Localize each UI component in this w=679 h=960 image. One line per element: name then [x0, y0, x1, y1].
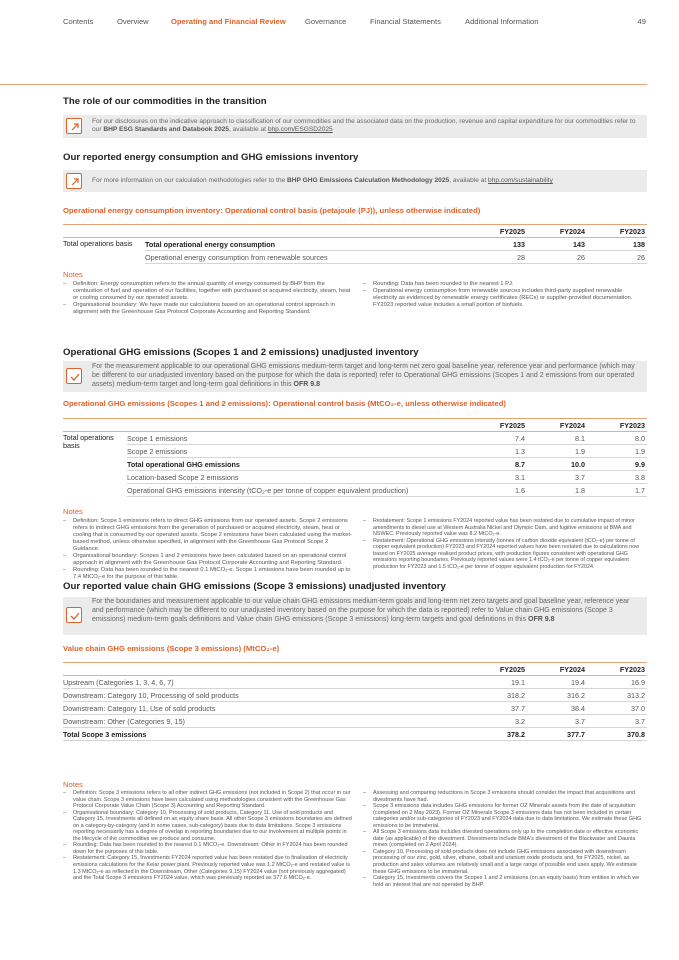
cell: 38.4	[527, 702, 587, 715]
table-row	[63, 471, 647, 484]
cell: 8.1	[527, 432, 587, 445]
notes-heading: Notes	[63, 780, 83, 789]
notes-left	[63, 518, 353, 581]
value-chain-ghg-table	[63, 662, 647, 741]
col-header: FY2023	[587, 225, 647, 238]
note-item: – Category 15, Investments covers the Scopes 1 and 2 emissions (on an equity basis) from entities in which we hold an interest that are not operated by BHP.	[363, 875, 647, 888]
note-item: – Definition: Energy consumption refers to the annual quantity of energy consumed by BHP from the combustion of fuel and operation of our facilities, together with purchased or acquired electricity, steam, heat or cooling consumed by our operated assets.	[63, 281, 353, 302]
row-label: Operational energy consumption from renewable sources	[145, 251, 467, 264]
checklist-icon[interactable]	[66, 607, 82, 623]
note-item: – Rounding: Data has been rounded to the nearest 0.1 MtCO₂-e. Scope 1 emissions have been rounded up to 7.4 MtCO₂-e for the purpose of this table.	[63, 567, 353, 581]
reference-box-methodology	[63, 170, 647, 192]
cell: 9.9	[587, 458, 647, 471]
cell: 1.9	[527, 445, 587, 458]
cell: 133	[467, 238, 527, 251]
table-row	[63, 676, 647, 689]
note-item: – Assessing and comparing reductions in Scope 3 emissions should consider the impact that acquisitions and divestments have had.	[363, 790, 647, 803]
row-label: Scope 1 emissions	[127, 432, 467, 445]
nav-additional-information[interactable]: Additional Information	[465, 17, 539, 26]
table-row	[63, 251, 647, 264]
col-header: FY2024	[527, 225, 587, 238]
row-label: Total operational GHG emissions	[127, 458, 467, 471]
top-navigation	[63, 17, 646, 29]
note-item: – Restatement: Scope 1 emissions FY2024 reported value has been restated due to cumulative impact of minor amendments to diesel use at Western Australia Nickel and Olympic Dam, and fugitive emissions at BMA and NSWEC. Previously reported value was 8.2 MtCO₂-e.	[363, 518, 647, 538]
section-title-value-chain: Our reported value chain GHG emissions (Scope 3 emissions) unadjusted inventory	[63, 581, 446, 592]
cell: 377.7	[527, 728, 587, 741]
col-header: FY2023	[587, 419, 647, 432]
col-header: FY2024	[527, 663, 587, 676]
ref-text-mid: , available at	[228, 126, 268, 134]
note-item: – Operational energy consumption from renewable sources includes third-party supplied renewable electricity as evidenced by renewable energy certificates (RECs) or supplier-provided documentation. FY2023 reported value includes a small portion of biofuels.	[363, 288, 647, 309]
cell: 19.4	[527, 676, 587, 689]
cell: 318.2	[467, 689, 527, 702]
table-title-value-chain: Value chain GHG emissions (Scope 3 emissions) (MtCO₂-e)	[63, 644, 280, 653]
reference-box-commodities	[63, 115, 647, 138]
cell: 10.0	[527, 458, 587, 471]
ref-text: For the measurement applicable to our operational GHG emissions medium-term target and long-term net zero goal baseline year, reference year and performance (which may be different to our unadjusted inventory based on the purpose for which the data is reported) refer to Operational GHG emissions (Scopes 1 and 2 emissions from our operated assets) medium-term target and long-term goal definitions in this	[92, 363, 635, 388]
table-row	[63, 689, 647, 702]
col-header: FY2025	[467, 663, 527, 676]
cell: 313.2	[587, 689, 647, 702]
cell: 37.7	[467, 702, 527, 715]
ref-section: OFR 9.8	[528, 615, 555, 623]
col-header: FY2024	[527, 419, 587, 432]
table-row	[63, 484, 647, 497]
row-label: Upstream (Categories 1, 3, 4, 6, 7)	[63, 676, 467, 689]
table-title-operational-ghg: Operational GHG emissions (Scopes 1 and 2 emissions): Operational control basis (MtCO₂-e, unless otherwise indicated)	[63, 399, 506, 408]
note-item: – Restatement: Operational GHG emissions intensity (tonnes of carbon dioxide equivalent (tCO₂-e) per tonne of copper equivalent production) FY2023 and FY2024 reported values have been restated due to calculations now based on FY2025 average realised product prices, with production figures consistent with operational GHG emissions reporting boundaries. Previously reported values were 1.4 tCO₂-e per tonne of copper equivalent production for FY2023 and 1.5 tCO₂-e per tonne of copper equivalent production for FY2024.	[363, 538, 647, 571]
table-row	[63, 715, 647, 728]
notes-right	[363, 790, 647, 888]
nav-operating-financial-review[interactable]: Operating and Financial Review	[171, 17, 286, 26]
cell: 316.2	[527, 689, 587, 702]
cell: 26	[527, 251, 587, 264]
cell: 1.9	[587, 445, 647, 458]
cell: 7.4	[467, 432, 527, 445]
notes-left	[63, 281, 353, 316]
table-title-energy: Operational energy consumption inventory: Operational control basis (petajoule (PJ)), unless otherwise indicated)	[63, 206, 481, 215]
note-item: – Scope 3 emissions data includes GHG emissions for former OZ Minerals assets from the date of acquisition (completed on 2 May 2023). Former OZ Minerals Scope 3 emissions data has not been included in certain categories and/or sub-categories of FY2023 and FY2024 data due to data limitations. We estimate these GHG emissions to be immaterial.	[363, 803, 647, 829]
cell: 3.2	[467, 715, 527, 728]
nav-governance[interactable]: Governance	[305, 17, 347, 26]
ref-text: For the boundaries and measurement applicable to our value chain GHG emissions medium-term goals and long-term net zero targets and goal baseline year, reference year and performance (which may be different to our unadjusted inventory based on the purpose for which the data is reported) refer to Value chain GHG emissions (Scope 3 emissions) medium-term goals definitions and Value chain GHG emissions (Scope 3 emissions) long-term targets and goal definitions in this	[92, 598, 630, 623]
cell: 3.1	[467, 471, 527, 484]
ref-link[interactable]: bhp.com/ESGSD2025	[267, 126, 333, 134]
external-link-icon[interactable]	[66, 118, 82, 134]
cell: 1.3	[467, 445, 527, 458]
cell: 3.7	[587, 715, 647, 728]
table-row	[63, 702, 647, 715]
notes-heading: Notes	[63, 270, 83, 279]
header-divider	[0, 84, 647, 85]
row-label: Location-based Scope 2 emissions	[127, 471, 467, 484]
note-item: – Category 10, Processing of sold products does not include GHG emissions associated with downstream processing of our zinc, gold, silver, ethane, cobalt and uranium oxide products and, for FY2025, nickel, as production and sales volumes are relatively small and a large range of possible end uses apply. We estimate these GHG emissions to be immaterial.	[363, 849, 647, 875]
cell: 37.0	[587, 702, 647, 715]
section-title-operational-ghg: Operational GHG emissions (Scopes 1 and 2 emissions) unadjusted inventory	[63, 347, 419, 358]
cell: 1.7	[587, 484, 647, 497]
cell: 370.8	[587, 728, 647, 741]
note-item: – Rounding: Data has been rounded to the nearest 1 PJ.	[363, 281, 647, 288]
note-item: – All Scope 3 emissions data includes divested operations only up to the completion date or effective economic date (as applicable) of the divestment. Divestments include BMA's divestment of the Blackwater and Daunia mines (completed on 2 April 2024).	[363, 829, 647, 849]
section-title-commodities: The role of our commodities in the transition	[63, 96, 267, 107]
table-row	[63, 432, 647, 445]
note-item: – Definition: Scope 1 emissions refers to direct GHG emissions from our operated assets. Scope 2 emissions refers to indirect GHG emissions from the generation of purchased or acquired electricity, steam, heat or cooling that is consumed by our operated assets. Scope 2 emissions have been calculated using the market-based method, unless otherwise specified, in alignment with the Greenhouse Gas Protocol Scope 2 Guidance.	[63, 518, 353, 553]
table-row	[63, 238, 647, 251]
col-header: FY2023	[587, 663, 647, 676]
cell: 28	[467, 251, 527, 264]
row-label: Operational GHG emissions intensity (tCO₂-e per tonne of copper equivalent production)	[127, 484, 467, 497]
operational-ghg-table	[63, 418, 647, 497]
note-item: – Restatement: Category 15, Investments FY2024 reported value has been restated due to finalisation of electricity emissions calculations for the Kelar power plant. Previously reported value was 1.2 MtCO₂-e and restated value is 1.3 MtCO₂-e as reflected in the Downstream, Other (Categories 9,15) FY2024 value (not previously aggregated) and the Total Scope 3 emissions FY2024 value, which was previously reported as 377.6 MtCO₂-e.	[63, 855, 353, 881]
table-row	[63, 445, 647, 458]
ref-text: For more information on our calculation methodologies refer to the	[92, 177, 287, 184]
cell: 8.7	[467, 458, 527, 471]
cell: 19.1	[467, 676, 527, 689]
row-label: Total Scope 3 emissions	[63, 728, 467, 741]
notes-right	[363, 518, 647, 570]
note-item: – Organisational boundary: Scopes 1 and 2 emissions have been calculated based on an operational control approach in alignment with the Greenhouse Gas Protocol Corporate Accounting and Reporting Standard.	[63, 553, 353, 567]
ref-section: OFR 9.8	[293, 381, 320, 388]
cell: 378.2	[467, 728, 527, 741]
note-item: – Rounding: Data has been rounded to the nearest 0.1 MtCO₂-e. Downstream: Other in FY2024 has been rounded down for the purposes of this table.	[63, 842, 353, 855]
reference-box-operational-ghg	[63, 361, 647, 392]
notes-left	[63, 790, 353, 882]
col-header: FY2025	[467, 419, 527, 432]
cell: 26	[587, 251, 647, 264]
table-row	[63, 458, 647, 471]
cell: 3.8	[587, 471, 647, 484]
cell: 1.6	[467, 484, 527, 497]
cell: 1.8	[527, 484, 587, 497]
cell: 143	[527, 238, 587, 251]
ref-text-mid: , available at	[449, 177, 489, 184]
nav-overview[interactable]: Overview	[117, 17, 149, 26]
section-title-energy-ghg: Our reported energy consumption and GHG emissions inventory	[63, 152, 359, 163]
note-item: – Organisational boundary: We have made our calculations based on an operational control approach in alignment with the Greenhouse Gas Protocol Corporate Accounting and Reporting Standard.	[63, 302, 353, 316]
row-label: Downstream: Other (Categories 9, 15)	[63, 715, 467, 728]
energy-consumption-table	[63, 224, 647, 264]
table-row	[63, 728, 647, 741]
external-link-icon[interactable]	[66, 173, 82, 189]
note-item: – Organisational boundary: Category 10, Processing of sold products, Category 11, Use of sold products and Category 15, Investments all defined on an equity share basis. All other Scope 3 emissions boundaries are defined on a category-by-category (and in some cases, sub-category) basis due to data limitations. Scope 3 emissions reporting necessarily has a degree of overlap in reporting boundaries due to our involvement at multiple points in the lifecycle of the commodities we produce and consume.	[63, 810, 353, 843]
note-item: – Definition: Scope 3 emissions refers to all other indirect GHG emissions (not included in Scope 2) that occur in our value chain. Scope 3 emissions have been calculated using methodologies consistent with the Greenhouse Gas Protocol Corporate Value Chain (Scope 3) Accounting and Reporting Standard.	[63, 790, 353, 810]
cell: 3.7	[527, 471, 587, 484]
row-label: Total operational energy consumption	[145, 238, 467, 251]
col-header: FY2025	[467, 225, 527, 238]
nav-financial-statements[interactable]: Financial Statements	[370, 17, 441, 26]
row-group-label: Total operations basis	[63, 433, 114, 450]
cell: 138	[587, 238, 647, 251]
row-group-label: Total operations basis	[63, 239, 133, 248]
row-label: Downstream: Category 10, Processing of sold products	[63, 689, 467, 702]
row-label: Scope 2 emissions	[127, 445, 467, 458]
cell: 16.9	[587, 676, 647, 689]
nav-contents[interactable]: Contents	[63, 17, 94, 26]
notes-right	[363, 281, 647, 309]
reference-box-value-chain	[63, 597, 647, 635]
ref-link[interactable]: bhp.com/sustainability	[488, 177, 553, 184]
page-number: 49	[637, 17, 646, 26]
ref-text: For our disclosures on the indicative approach to classification of our commodities and the associated data on the production, revenue and capital expenditure for our commodities refer to our	[92, 118, 636, 134]
ref-doc-title: BHP GHG Emissions Calculation Methodology 2025	[286, 177, 450, 184]
checklist-icon[interactable]	[66, 368, 82, 384]
cell: 8.0	[587, 432, 647, 445]
ref-doc-title: BHP ESG Standards and Databook 2025	[103, 126, 229, 134]
cell: 3.7	[527, 715, 587, 728]
row-label: Downstream: Category 11, Use of sold products	[63, 702, 467, 715]
notes-heading: Notes	[63, 507, 83, 516]
